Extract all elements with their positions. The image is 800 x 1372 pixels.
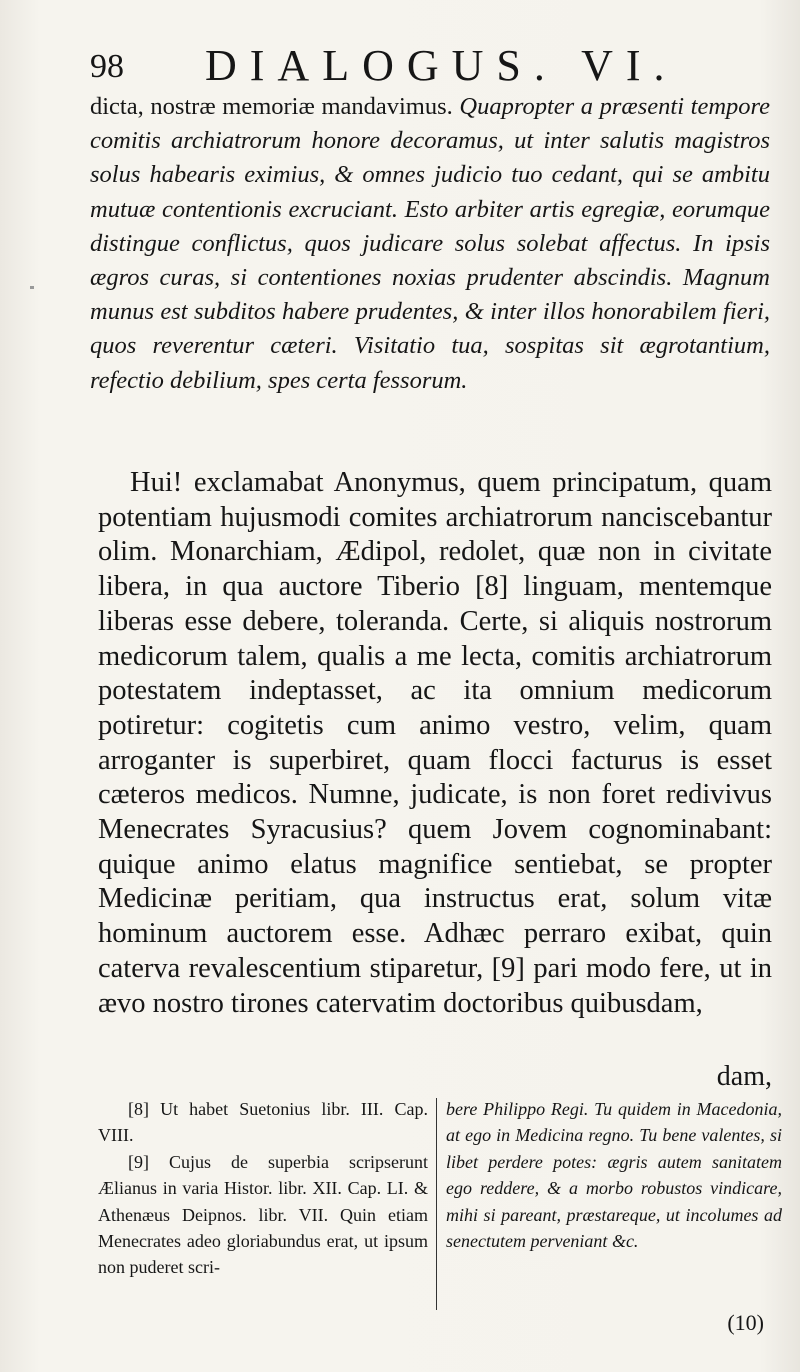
running-title: DIALOGUS. VI.	[205, 41, 678, 90]
top-paragraph-text	[90, 90, 770, 398]
footnotes-left-column	[98, 1096, 428, 1281]
margin-mark	[30, 286, 34, 289]
top-paragraph	[90, 90, 770, 398]
footnote-column-rule	[436, 1098, 437, 1310]
page-header	[90, 38, 790, 98]
footnote-9: [9] Cujus de superbia scripserunt Ælianus in varia Histor. libr. XII. Cap. LI. & Athenæus Deipnos. libr. VII. Quin etiam Menecrates adeo gloriabundus erat, ut ipsum non puderet scri-	[98, 1151, 428, 1278]
top-paragraph-lead: dicta, nostræ memoriæ mandavimus.	[90, 93, 453, 120]
catchword: dam,	[716, 1061, 772, 1092]
footnotes-right-column	[446, 1096, 782, 1254]
footnotes	[98, 1096, 782, 1316]
main-paragraph-text: Hui! exclamabat Anonymus, quem principatum, quam potentiam hujusmodi comites archiatrorum nanciscebantur olim. Monarchiam, Ædipol, redolet, quæ non in civitate libera, in qua auctore Tiberio [8] linguam, mentemque liberas esse debere, toleranda. Certe, si aliquis nostrorum medicorum talem, qualis a me lecta, comitis archiatrorum potestatem indeptasset, ac ita omnium medicorum potiretur: cogitetis cum animo vestro, velim, quam arroganter is superbiret, quam flocci facturus is esset cæteros medicos. Numne, judicate, is non foret redivivus Menecrates Syracusius? quem Jovem cognominabant: quique animo elatus magnifice sentiebat, se propter Medicinæ peritiam, qua instructus erat, solum vitæ hominum auctorem esse. Adhæc perraro exibat, quin caterva revalescentium stiparetur, [9] pari modo fere, ut in ævo nostro tirones catervatim doctoribus quibusdam,	[98, 467, 772, 1019]
main-paragraph	[98, 466, 772, 1021]
footnote-9-continuation: bere Philippo Regi. Tu quidem in Macedonia, at ego in Medicina regno. Tu bene valentes, si libet perdere potes: ægris autem sanitatem ego reddere, & a morbo robustos vindicare, mihi si pareant, præstareque, ut incolumes ad senectutem perveniant &c.	[446, 1099, 782, 1252]
signature-mark: (10)	[727, 1310, 764, 1335]
page-number: 98	[90, 48, 124, 85]
top-paragraph-italic: Quapropter a præsenti tempore comitis archiatrorum honore decoramus, ut inter salutis magistros solus habearis eximius, & omnes judicio tuo cedant, qui se ambitu mutuæ contentionis excruciant. Esto arbiter artis egregiæ, eorumque distingue conflictus, quos judicare solus solebat affectus. In ipsis ægros curas, si contentiones noxias prudenter abscindis. Magnum munus est subditos habere prudentes, & inter illos honorabilem fieri, quos reverentur cæteri. Visitatio tua, sospitas sit ægrotantium, refectio debilium, spes certa fessorum.	[90, 93, 771, 394]
footnote-8: [8] Ut habet Suetonius libr. III. Cap. VIII.	[98, 1099, 428, 1146]
